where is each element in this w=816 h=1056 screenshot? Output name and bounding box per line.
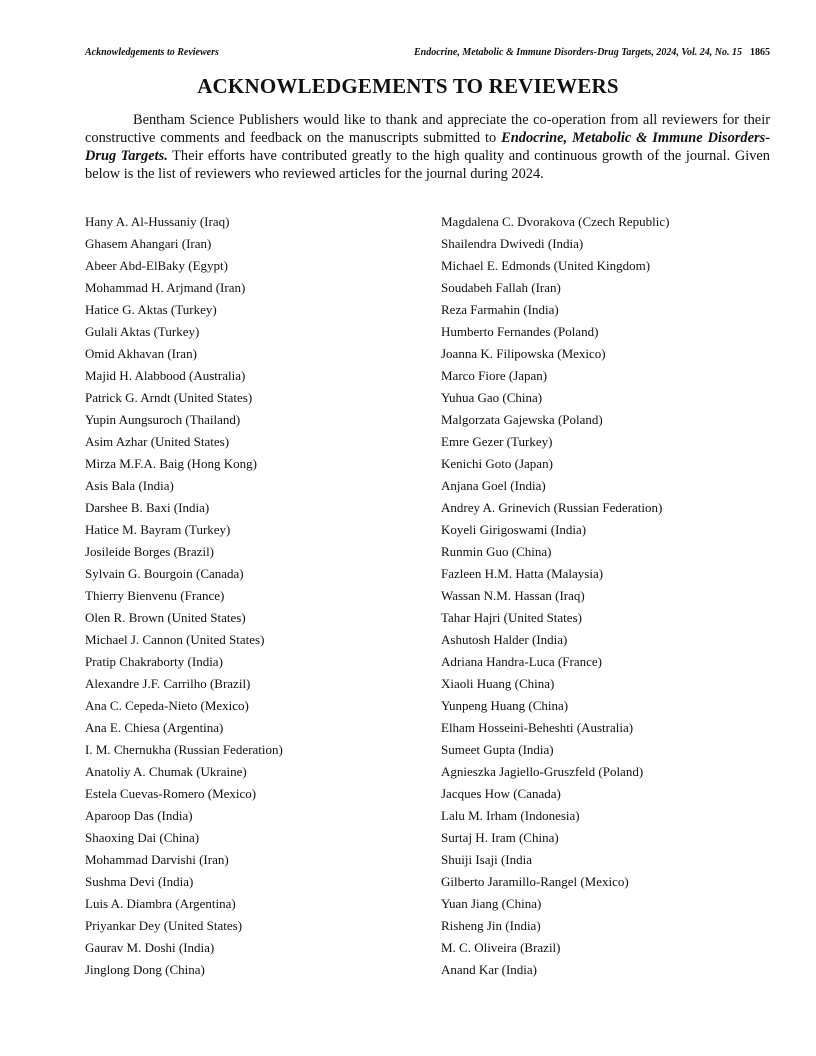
- reviewer-entry: Alexandre J.F. Carrilho (Brazil): [85, 676, 251, 691]
- reviewer-entry: Anjana Goel (India): [441, 478, 546, 493]
- running-header: [85, 47, 770, 58]
- reviewer-entry: Omid Akhavan (Iran): [85, 346, 197, 361]
- reviewer-entry: Sylvain G. Bourgoin (Canada): [85, 566, 244, 581]
- reviewer-entry: Risheng Jin (India): [441, 918, 541, 933]
- reviewer-entry: Yuan Jiang (China): [441, 896, 542, 911]
- reviewer-entry: Asis Bala (India): [85, 478, 174, 493]
- reviewer-entry: Magdalena C. Dvorakova (Czech Republic): [441, 214, 670, 229]
- header-journal-info: [414, 47, 770, 58]
- header-journal-citation: Endocrine, Metabolic & Immune Disorders-Drug Targets, 2024, Vol. 24, No. 15: [414, 47, 742, 58]
- reviewer-entry: Mohammad H. Arjmand (Iran): [85, 280, 246, 295]
- reviewer-entry: Majid H. Alabbood (Australia): [85, 368, 246, 383]
- reviewer-entry: Gulali Aktas (Turkey): [85, 324, 200, 339]
- reviewer-entry: Michael J. Cannon (United States): [85, 632, 265, 647]
- reviewer-entry: Sushma Devi (India): [85, 874, 194, 889]
- reviewer-entry: Hatice G. Aktas (Turkey): [85, 302, 217, 317]
- reviewer-entry: Mirza M.F.A. Baig (Hong Kong): [85, 456, 257, 471]
- reviewer-entry: Marco Fiore (Japan): [441, 368, 548, 383]
- reviewer-entry: Jinglong Dong (China): [85, 962, 205, 977]
- reviewer-entry: Anand Kar (India): [441, 962, 538, 977]
- reviewer-entry: Yunpeng Huang (China): [441, 698, 569, 713]
- reviewer-entry: Ana E. Chiesa (Argentina): [85, 720, 224, 735]
- reviewer-entry: Hany A. Al-Hussaniy (Iraq): [85, 214, 230, 229]
- reviewer-entry: Soudabeh Fallah (Iran): [441, 280, 561, 295]
- reviewer-entry: Andrey A. Grinevich (Russian Federation): [441, 500, 663, 515]
- intro-text-end: Their efforts have contributed greatly to the high quality and continuous growth of the journal. Given below is the list of reviewers who reviewed articles for the journal during 2024.: [85, 148, 770, 182]
- reviewer-entry: Elham Hosseini-Beheshti (Australia): [441, 720, 634, 735]
- reviewer-entry: Humberto Fernandes (Poland): [441, 324, 599, 339]
- reviewer-entry: Michael E. Edmonds (United Kingdom): [441, 258, 651, 273]
- reviewer-entry: Agnieszka Jagiello-Gruszfeld (Poland): [441, 764, 644, 779]
- reviewer-entry: Wassan N.M. Hassan (Iraq): [441, 588, 585, 603]
- reviewer-entry: Aparoop Das (India): [85, 808, 193, 823]
- intro-text-start: Bentham Science Publishers would like to thank and appreciate the co-operation from all reviewers for their constructive comments and feedback on the manuscripts submitted to: [85, 112, 770, 146]
- reviewer-entry: I. M. Chernukha (Russian Federation): [85, 742, 283, 757]
- reviewer-entry: Sumeet Gupta (India): [441, 742, 554, 757]
- reviewer-entry: Kenichi Goto (Japan): [441, 456, 553, 471]
- reviewer-entry: Estela Cuevas-Romero (Mexico): [85, 786, 257, 801]
- reviewer-entry: Runmin Guo (China): [441, 544, 552, 559]
- reviewer-entry: Gaurav M. Doshi (India): [85, 940, 215, 955]
- page-number: 1865: [750, 47, 770, 58]
- reviewer-entry: Reza Farmahin (India): [441, 302, 559, 317]
- reviewer-entry: Olen R. Brown (United States): [85, 610, 246, 625]
- header-section-title: Acknowledgements to Reviewers: [85, 47, 219, 58]
- reviewer-entry: Josileide Borges (Brazil): [85, 544, 215, 559]
- reviewer-list-left: [85, 211, 283, 981]
- reviewer-entry: Joanna K. Filipowska (Mexico): [441, 346, 606, 361]
- reviewer-entry: Shailendra Dwivedi (India): [441, 236, 584, 251]
- reviewer-entry: Mohammad Darvishi (Iran): [85, 852, 229, 867]
- page-title: ACKNOWLEDGEMENTS TO REVIEWERS: [197, 74, 619, 98]
- reviewer-entry: Shuiji Isaji (India: [441, 852, 532, 867]
- reviewer-entry: Fazleen H.M. Hatta (Malaysia): [441, 566, 604, 581]
- reviewer-entry: Darshee B. Baxi (India): [85, 500, 210, 515]
- reviewer-entry: Shaoxing Dai (China): [85, 830, 200, 845]
- reviewer-entry: Luis A. Diambra (Argentina): [85, 896, 236, 911]
- reviewer-entry: Tahar Hajri (United States): [441, 610, 582, 625]
- reviewer-entry: Malgorzata Gajewska (Poland): [441, 412, 603, 427]
- intro-paragraph: [85, 111, 770, 183]
- reviewer-entry: Lalu M. Irham (Indonesia): [441, 808, 580, 823]
- reviewer-entry: Xiaoli Huang (China): [441, 676, 555, 691]
- reviewer-entry: Gilberto Jaramillo-Rangel (Mexico): [441, 874, 629, 889]
- reviewer-entry: Emre Gezer (Turkey): [441, 434, 553, 449]
- reviewer-list-right: [441, 211, 670, 981]
- reviewer-entry: Surtaj H. Iram (China): [441, 830, 559, 845]
- reviewer-entry: Anatoliy A. Chumak (Ukraine): [85, 764, 247, 779]
- reviewer-entry: Priyankar Dey (United States): [85, 918, 243, 933]
- reviewer-entry: Ashutosh Halder (India): [441, 632, 568, 647]
- reviewer-entry: M. C. Oliveira (Brazil): [441, 940, 561, 955]
- reviewer-entry: Ana C. Cepeda-Nieto (Mexico): [85, 698, 249, 713]
- reviewer-entry: Adriana Handra-Luca (France): [441, 654, 602, 669]
- reviewer-entry: Ghasem Ahangari (Iran): [85, 236, 212, 251]
- intro-journal-name: Endocrine, Metabolic & Immune Disorders-Drug Targets.: [85, 130, 770, 164]
- reviewer-entry: Hatice M. Bayram (Turkey): [85, 522, 231, 537]
- reviewer-entry: Thierry Bienvenu (France): [85, 588, 225, 603]
- reviewer-entry: Pratip Chakraborty (India): [85, 654, 223, 669]
- reviewer-entry: Abeer Abd-ElBaky (Egypt): [85, 258, 228, 273]
- reviewer-entry: Yuhua Gao (China): [441, 390, 543, 405]
- reviewer-entry: Koyeli Girigoswami (India): [441, 522, 587, 537]
- reviewer-entry: Yupin Aungsuroch (Thailand): [85, 412, 241, 427]
- reviewer-entry: Asim Azhar (United States): [85, 434, 230, 449]
- reviewer-entry: Jacques How (Canada): [441, 786, 561, 801]
- reviewer-entry: Patrick G. Arndt (United States): [85, 390, 253, 405]
